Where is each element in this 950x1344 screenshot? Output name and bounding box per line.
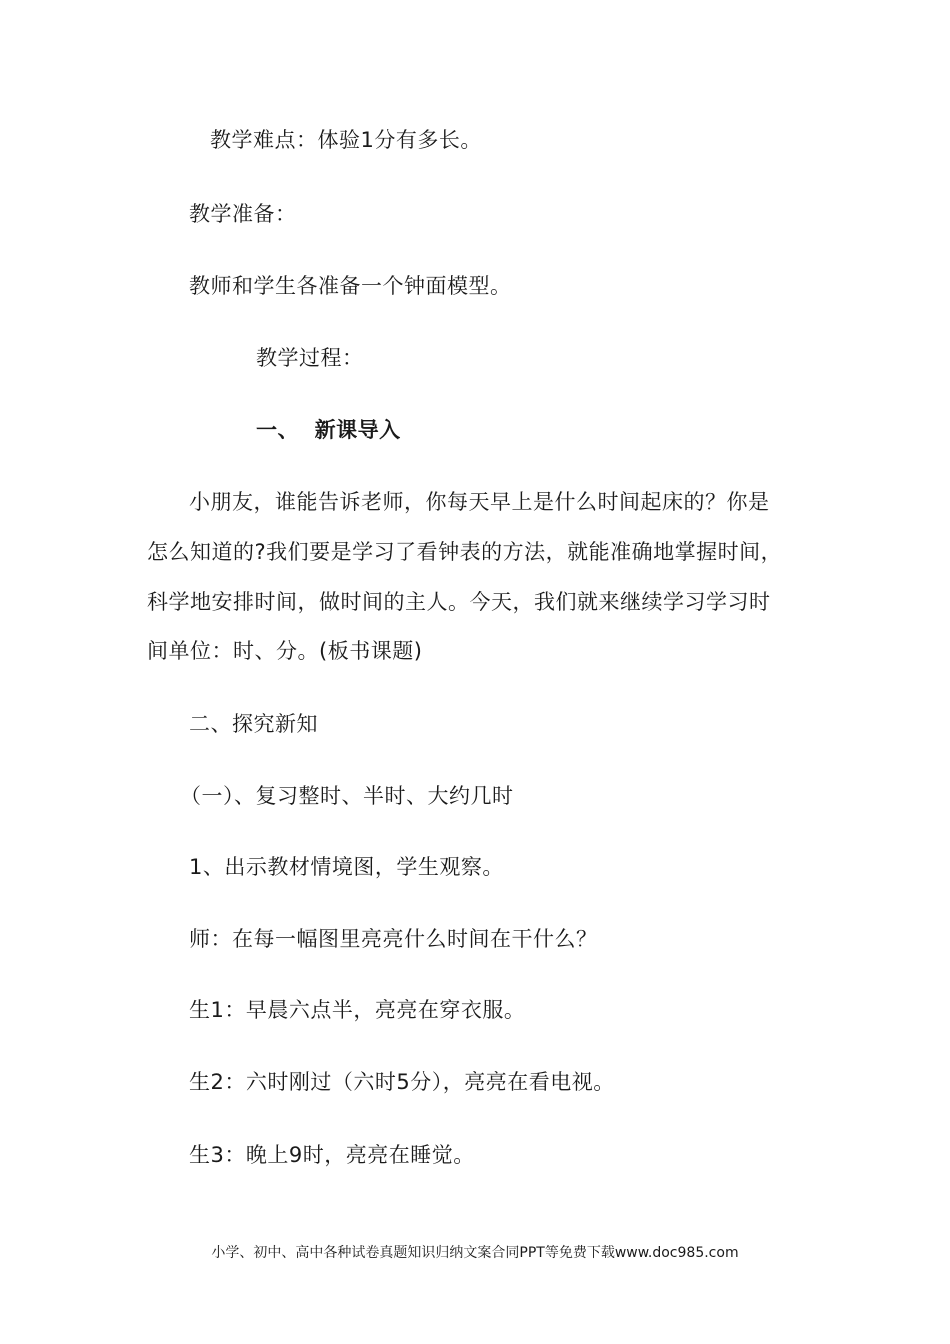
teaching-process-heading: 教学过程： — [256, 346, 364, 370]
step-one-text: 1、出示教材情境图，学生观察。 — [189, 855, 504, 879]
paragraph-line-2: 怎么知道的?我们要是学习了看钟表的方法，就能准确地掌握时间， — [147, 540, 783, 564]
teaching-preparation-heading: 教学准备： — [189, 202, 297, 226]
teaching-difficulty: 教学难点：体验1分有多长。 — [210, 128, 482, 152]
section-one-heading: 一、 新课导入 — [256, 418, 401, 442]
teacher-question: 师：在每一幅图里亮亮什么时间在干什么？ — [189, 927, 598, 951]
section-two-heading: 二、探究新知 — [189, 712, 318, 736]
footer-watermark-text: 小学、初中、高中各种试卷真题知识归纳文案合同PPT等免费下载www.doc985.com — [211, 1245, 739, 1261]
paragraph-line-3: 科学地安排时间，做时间的主人。今天，我们就来继续学习学习时 — [147, 590, 771, 614]
teaching-preparation-text: 教师和学生各准备一个钟面模型。 — [189, 274, 512, 298]
paragraph-line-1: 小朋友，谁能告诉老师，你每天早上是什么时间起床的？你是 — [189, 490, 770, 514]
student-answer-2: 生2：六时刚过（六时5分），亮亮在看电视。 — [189, 1070, 615, 1094]
student-answer-3: 生3：晚上9时，亮亮在睡觉。 — [189, 1143, 475, 1167]
subsection-one-heading: （一）、复习整时、半时、大约几时 — [180, 784, 514, 808]
student-answer-1: 生1：早晨六点半，亮亮在穿衣服。 — [189, 998, 526, 1022]
paragraph-line-4: 间单位：时、分。(板书课题) — [147, 639, 423, 663]
